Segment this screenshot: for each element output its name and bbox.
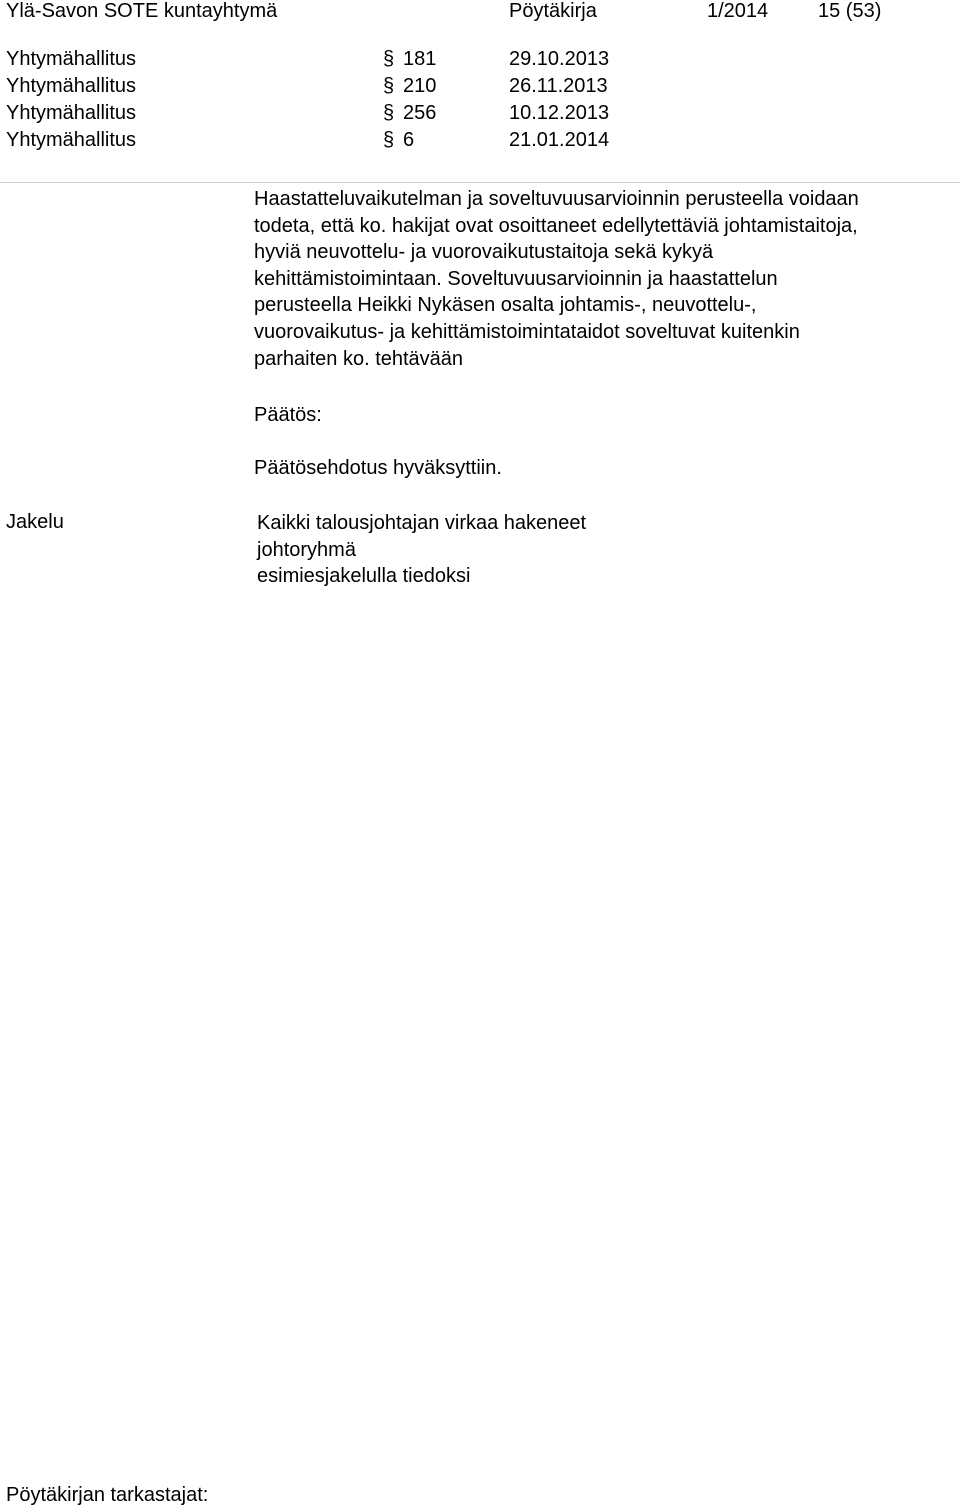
distribution-item: Kaikki talousjohtajan virkaa hakeneet xyxy=(257,512,587,534)
section-symbol-icon: § xyxy=(383,129,395,151)
main-text-line: Haastatteluvaikutelman ja soveltuvuusarvioinnin perusteella voidaan xyxy=(254,188,859,210)
history-body: Yhtymähallitus xyxy=(6,48,137,70)
history-date: 21.01.2014 xyxy=(509,129,610,151)
history-body: Yhtymähallitus xyxy=(6,75,137,97)
document-number: 1/2014 xyxy=(707,0,769,22)
divider xyxy=(0,182,960,183)
history-row xyxy=(0,103,960,130)
minutes-checkers-label: Pöytäkirjan tarkastajat: xyxy=(6,1484,209,1506)
history-row xyxy=(0,76,960,103)
organization-name: Ylä-Savon SOTE kuntayhtymä xyxy=(6,0,278,22)
document-type: Pöytäkirja xyxy=(509,0,597,22)
history-row xyxy=(0,130,960,157)
main-text-line: todeta, että ko. hakijat ovat osoittaneet edellytettäviä johtamistaitoja, xyxy=(254,214,858,237)
page-number: 15 (53) xyxy=(818,0,882,22)
history-date: 26.11.2013 xyxy=(509,75,608,97)
main-text xyxy=(254,186,958,372)
history-section: 181 xyxy=(403,48,437,70)
main-text-line: perusteella Heikki Nykäsen osalta johtamis-, neuvottelu-, xyxy=(254,294,757,317)
distribution-list xyxy=(257,510,586,590)
distribution-item: johtoryhmä xyxy=(257,538,356,561)
distribution-label: Jakelu xyxy=(6,511,64,533)
main-text-line: parhaiten ko. tehtävään xyxy=(254,347,464,370)
history-section: 256 xyxy=(403,102,437,124)
main-text-line: vuorovaikutus- ja kehittämistoimintataidot soveltuvat kuitenkin xyxy=(254,320,800,343)
history-date: 10.12.2013 xyxy=(509,102,610,124)
decision-text: Päätösehdotus hyväksyttiin. xyxy=(254,457,502,479)
history-date: 29.10.2013 xyxy=(509,48,610,70)
history-section: 6 xyxy=(403,129,415,151)
distribution-item: esimiesjakelulla tiedoksi xyxy=(257,565,471,588)
decision-label: Päätös: xyxy=(254,404,322,426)
section-symbol-icon: § xyxy=(383,48,395,70)
section-symbol-icon: § xyxy=(383,75,395,97)
history-section: 210 xyxy=(403,75,437,97)
history-body: Yhtymähallitus xyxy=(6,129,137,151)
history-row xyxy=(0,49,960,76)
main-text-line: kehittämistoimintaan. Soveltuvuusarvioinnin ja haastattelun xyxy=(254,267,778,290)
history-body: Yhtymähallitus xyxy=(6,102,137,124)
main-text-line: hyviä neuvottelu- ja vuorovaikutustaitoja sekä kykyä xyxy=(254,241,714,264)
section-symbol-icon: § xyxy=(383,102,395,124)
